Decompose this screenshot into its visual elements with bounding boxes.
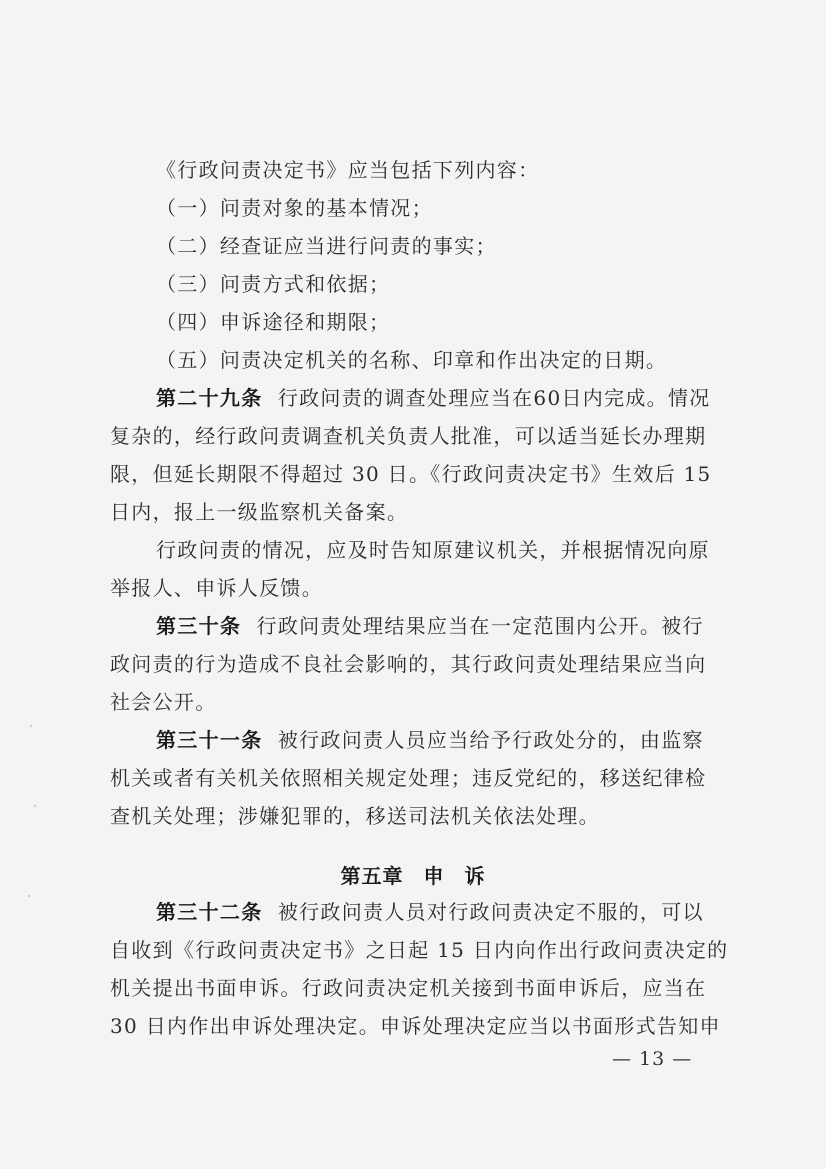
article-30-text-1: 行政问责处理结果应当在一定范围内公开。被行 — [256, 614, 704, 638]
article-29-text-3: 限，但延长期限不得超过 30 日。《行政问责决定书》生效后 15 — [110, 462, 712, 486]
article-32-text-4: 30 日内作出申诉处理决定。申诉处理决定应当以书面形式告知申 — [110, 1014, 721, 1038]
content-intro: 《行政问责决定书》应当包括下列内容： — [156, 158, 540, 182]
content-item-2: （二）经查证应当进行问责的事实； — [156, 234, 497, 258]
article-31-text-2: 机关或者有关机关依照相关规定处理；违反党纪的，移送纪律检 — [110, 766, 707, 790]
article-30-text-3: 社会公开。 — [110, 690, 217, 714]
content-item-4: （四）申诉途径和期限； — [156, 310, 391, 334]
scan-speck — [34, 805, 36, 807]
article-31-text-1: 被行政问责人员应当给予行政处分的，由监察 — [277, 728, 704, 752]
content-item-5: （五）问责决定机关的名称、印章和作出决定的日期。 — [156, 348, 668, 372]
article-29-para2-line2: 举报人、申诉人反馈。 — [110, 576, 323, 600]
article-29-label: 第二十九条 — [156, 386, 263, 410]
article-29-text-4: 日内，报上一级监察机关备案。 — [110, 500, 409, 524]
scan-speck — [30, 725, 32, 727]
chapter-number: 第五章 — [340, 864, 404, 888]
article-32-label: 第三十二条 — [156, 900, 263, 924]
article-32-text-1: 被行政问责人员对行政问责决定不服的，可以 — [277, 900, 704, 924]
article-32-text-3: 机关提出书面申诉。行政问责决定机关接到书面申诉后，应当在 — [110, 976, 707, 1000]
page-number: — 13 — — [612, 1048, 693, 1070]
article-29-first-line — [156, 386, 711, 410]
content-item-3: （三）问责方式和依据； — [156, 272, 391, 296]
article-31-first-line — [156, 728, 704, 752]
chapter-heading — [0, 860, 826, 889]
article-29-text-2: 复杂的，经行政问责调查机关负责人批准，可以适当延长办理期 — [110, 424, 707, 448]
chapter-title-char-1: 申 — [423, 864, 445, 888]
content-item-1: （一）问责对象的基本情况； — [156, 196, 433, 220]
article-32-first-line — [156, 900, 704, 924]
article-32-text-2: 自收到《行政问责决定书》之日起 15 日内向作出行政问责决定的 — [110, 938, 729, 962]
article-30-first-line — [156, 614, 704, 638]
article-29-para2-line1: 行政问责的情况，应及时告知原建议机关，并根据情况向原 — [156, 538, 710, 562]
article-29-text-1: 行政问责的调查处理应当在60日内完成。情况 — [277, 386, 711, 410]
article-30-label: 第三十条 — [156, 614, 242, 638]
article-31-text-3: 查机关处理；涉嫌犯罪的，移送司法机关依法处理。 — [110, 804, 600, 828]
article-30-text-2: 政问责的行为造成不良社会影响的，其行政问责处理结果应当向 — [110, 652, 707, 676]
article-31-label: 第三十一条 — [156, 728, 263, 752]
scan-speck — [28, 895, 30, 897]
chapter-title-char-2: 诉 — [464, 864, 486, 888]
